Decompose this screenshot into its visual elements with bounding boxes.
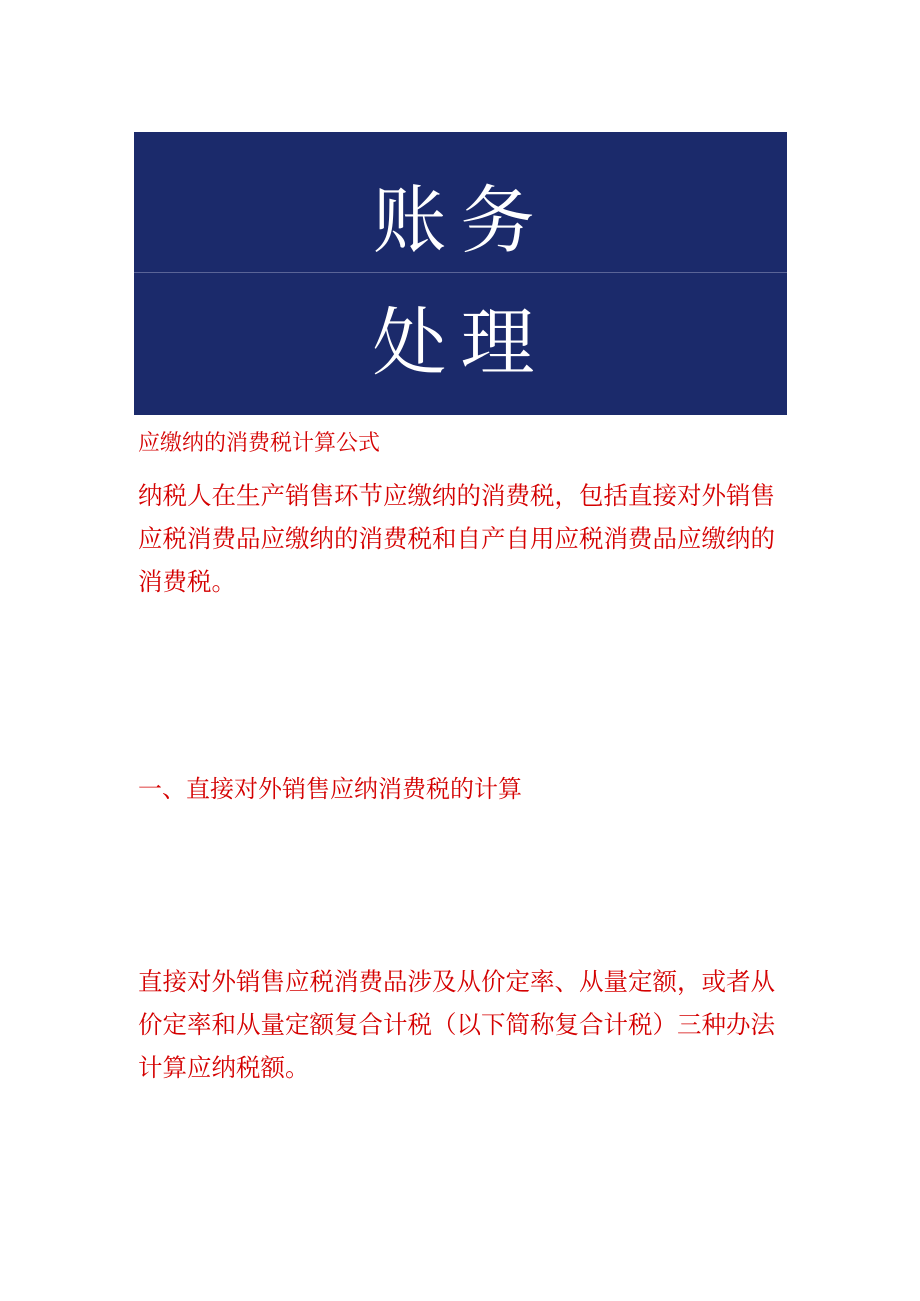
document-title: 应缴纳的消费税计算公式 bbox=[138, 431, 381, 456]
title-banner bbox=[134, 132, 787, 415]
body-paragraph: 直接对外销售应税消费品涉及从价定率、从量定额，或者从价定率和从量定额复合计税（以下简称复合计税）三种办法计算应纳税额。 bbox=[138, 967, 775, 1082]
banner-divider bbox=[134, 272, 787, 273]
banner-title-line-2: 处理 bbox=[372, 300, 549, 386]
intro-paragraph: 纳税人在生产销售环节应缴纳的消费税，包括直接对外销售应税消费品应缴纳的消费税和自产自用应税消费品应缴纳的消费税。 bbox=[138, 481, 775, 596]
banner-title-line-1: 账务 bbox=[372, 178, 549, 264]
section-heading: 一、直接对外销售应纳消费税的计算 bbox=[138, 775, 522, 803]
